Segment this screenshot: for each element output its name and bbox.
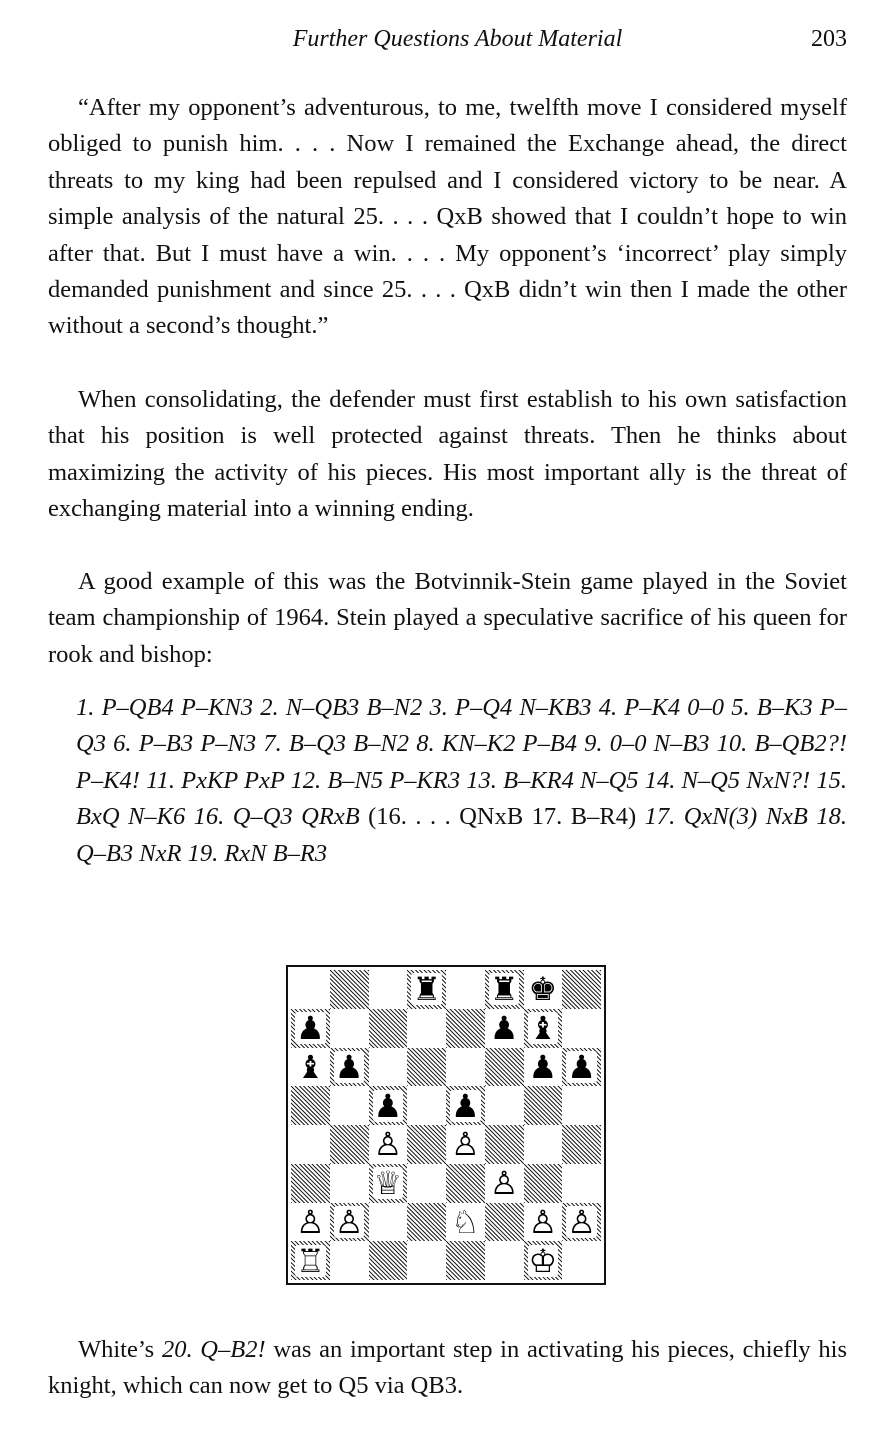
board-square	[369, 970, 408, 1009]
board-square	[524, 1009, 563, 1048]
board-square	[446, 1048, 485, 1087]
chess-piece: ♟	[489, 1009, 519, 1048]
chess-piece: ♝	[296, 1047, 325, 1086]
board-square	[524, 1086, 563, 1125]
chess-piece: ♙	[567, 1202, 596, 1241]
chess-piece: ♜	[489, 970, 519, 1009]
chess-piece: ♙	[296, 1202, 325, 1241]
chess-piece: ♜	[412, 970, 441, 1009]
board-square	[485, 1164, 524, 1203]
board-square	[407, 1048, 446, 1087]
board-square	[485, 1203, 524, 1242]
chess-piece: ♟	[373, 1086, 403, 1125]
board-square	[291, 970, 330, 1009]
chess-piece: ♟	[296, 1009, 325, 1048]
chess-board	[291, 970, 601, 1280]
board-square	[330, 1048, 369, 1087]
chess-piece: ♔	[528, 1241, 558, 1280]
chess-piece: ♘	[451, 1202, 480, 1241]
board-square	[369, 1086, 408, 1125]
quote-paragraph: “After my opponent’s adventurous, to me, twelfth move I considered myself obliged to punish him. . . . Now I remained the Exchange ahead, the direct threats to my king had been repulsed and I considered victory to be near. A simple analysis of the natural 25. . . . QxB showed that I couldn’t hope to win after that. But I must have a win. . . . My opponent’s ‘incorrect’ play simply demanded punishment and since 25. . . . QxB didn’t win then I made the other without a second’s thought.”	[48, 94, 847, 340]
board-square	[524, 970, 563, 1009]
board-square	[291, 1241, 330, 1280]
board-square	[485, 1086, 524, 1125]
board-square	[562, 1125, 601, 1164]
chess-piece: ♚	[528, 970, 558, 1009]
board-square	[562, 1203, 601, 1242]
board-square	[446, 1125, 485, 1164]
board-square	[562, 1241, 601, 1280]
board-square	[369, 1164, 408, 1203]
chess-piece: ♙	[528, 1202, 558, 1241]
board-square	[330, 1086, 369, 1125]
board-square	[485, 1125, 524, 1164]
board-square	[407, 970, 446, 1009]
board-square	[291, 1086, 330, 1125]
example-paragraph: A good example of this was the Botvinnik-Stein game played in the Soviet team championship of 1964. Stein played a speculative sacrifice of his queen for rook and bishop:	[48, 568, 847, 668]
board-square	[562, 1048, 601, 1087]
board-square	[446, 1164, 485, 1203]
board-square	[562, 970, 601, 1009]
chess-piece: ♟	[567, 1047, 596, 1086]
closing-rest: was an important step in activating his pieces, chiefly his knight, which can now get to Q5 via QB3.	[48, 1336, 847, 1400]
moves-main: 1. P–QB4 P–KN3 2. N–QB3 B–N2 3. P–Q4 N–KB3 4. P–K4 0–0 5. B–K3 P–Q3 6. P–B3 P–N3 7. B–Q3 B–N2 8. KN–K2 P–B4 9. 0–0 N–B3 10. B–QB2?! P–K4! 11. PxKP PxP 12. B–N5 P–KR3 13. B–KR4 N–Q5 14. N–Q5 NxN?! 15. BxQ N–K6 16. Q–Q3 QRxB	[76, 694, 847, 831]
chess-piece: ♙	[489, 1164, 519, 1203]
board-square	[446, 1086, 485, 1125]
board-square	[524, 1048, 563, 1087]
chess-piece: ♟	[334, 1047, 364, 1086]
board-square	[407, 1086, 446, 1125]
closing-paragraph	[48, 1332, 847, 1405]
board-square	[291, 1164, 330, 1203]
board-square	[407, 1203, 446, 1242]
board-square	[446, 1241, 485, 1280]
board-square	[291, 1009, 330, 1048]
board-square	[407, 1125, 446, 1164]
closing-lead: White’s	[78, 1336, 162, 1363]
board-square	[524, 1241, 563, 1280]
board-square	[407, 1164, 446, 1203]
board-square	[330, 1164, 369, 1203]
consolidation-paragraph: When consolidating, the defender must first establish to his own satisfaction that his position is well protected against threats. Then he thinks about maximizing the activity of his pieces. His most important ally is the threat of exchanging material into a winning ending.	[48, 386, 847, 523]
board-square	[407, 1009, 446, 1048]
board-square	[369, 1241, 408, 1280]
board-square	[330, 1125, 369, 1164]
board-square	[524, 1203, 563, 1242]
chess-piece: ♝	[528, 1009, 558, 1048]
chess-diagram	[286, 965, 606, 1285]
board-square	[291, 1125, 330, 1164]
chess-piece: ♙	[451, 1125, 480, 1164]
board-square	[446, 1009, 485, 1048]
board-square	[330, 970, 369, 1009]
chess-piece: ♟	[451, 1086, 480, 1125]
board-square	[562, 1086, 601, 1125]
board-square	[330, 1203, 369, 1242]
chess-piece: ♕	[373, 1164, 403, 1203]
board-square	[369, 1203, 408, 1242]
board-square	[446, 1203, 485, 1242]
closing-move: 20. Q–B2!	[161, 1336, 266, 1363]
board-square	[485, 1048, 524, 1087]
chess-piece: ♖	[296, 1241, 325, 1280]
board-square	[369, 1048, 408, 1087]
board-square	[291, 1203, 330, 1242]
board-square	[407, 1241, 446, 1280]
board-square	[562, 1164, 601, 1203]
board-square	[369, 1125, 408, 1164]
moves-aside: (16. . . . QNxB 17. B–R4)	[359, 803, 645, 831]
chess-piece: ♙	[334, 1202, 364, 1241]
page-header	[48, 26, 847, 60]
moves-continuation: 17. QxN(3) NxB 18. Q–B3 NxR 19. RxN B–R3	[76, 803, 847, 867]
board-square	[485, 1009, 524, 1048]
chess-piece: ♙	[373, 1125, 403, 1164]
board-square	[446, 970, 485, 1009]
running-title: Further Questions About Material	[292, 26, 623, 52]
board-square	[330, 1009, 369, 1048]
board-square	[485, 970, 524, 1009]
board-square	[485, 1241, 524, 1280]
page-number: 203	[811, 26, 847, 52]
board-square	[562, 1009, 601, 1048]
board-square	[524, 1164, 563, 1203]
board-square	[369, 1009, 408, 1048]
game-moves	[76, 690, 847, 872]
board-square	[330, 1241, 369, 1280]
board-square	[291, 1048, 330, 1087]
chess-piece: ♟	[528, 1047, 558, 1086]
board-square	[524, 1125, 563, 1164]
